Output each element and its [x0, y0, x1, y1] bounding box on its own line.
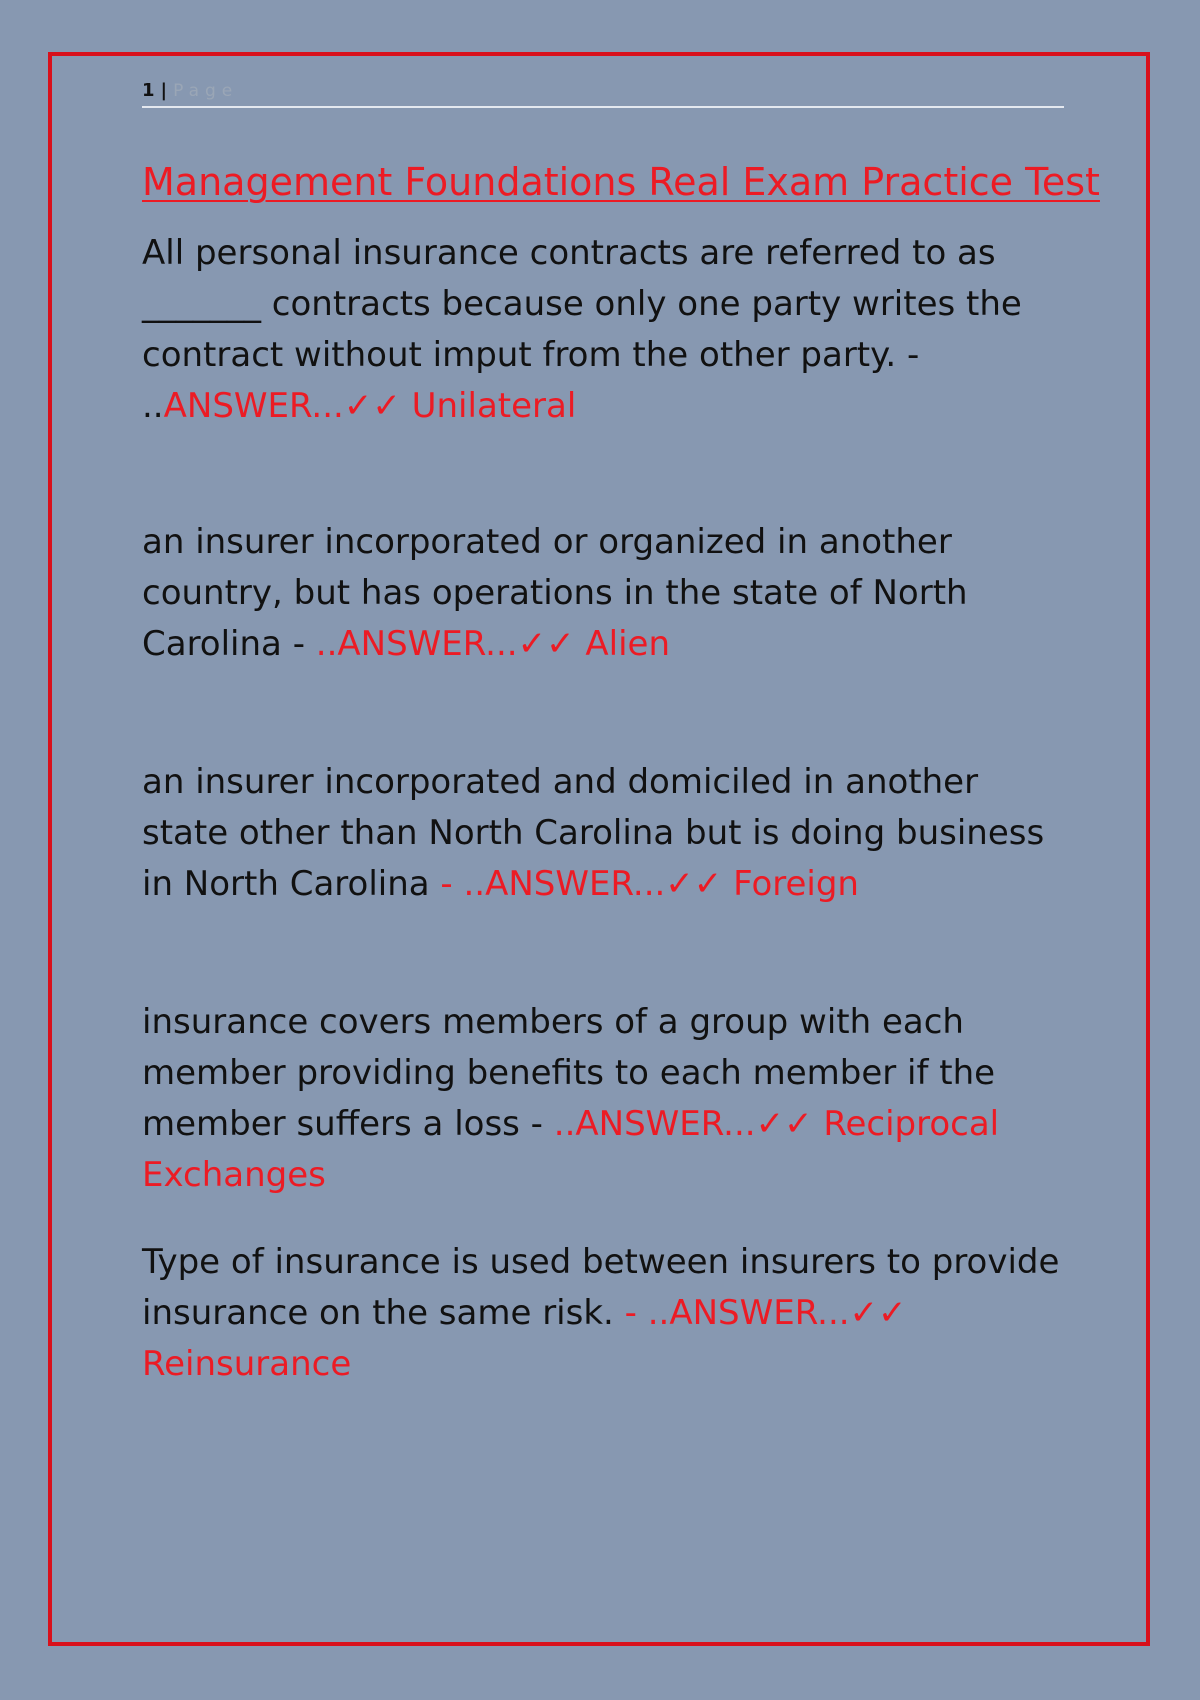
question-text: an insurer incorporated or organized in another country, but has operations in the state of North Carolina -: [142, 522, 968, 664]
answer-marker: ANSWER...✓✓: [163, 386, 412, 426]
page-header: [142, 78, 1064, 108]
answer-marker: ..ANSWER...✓✓: [553, 1104, 824, 1144]
question-text: insurance covers members of a group with each member providing benefits to each member if the member suffers a loss -: [142, 1002, 996, 1144]
answer-prefix: ..: [142, 386, 164, 426]
question-item-4: [142, 997, 1072, 1201]
answer-text: Alien: [585, 624, 671, 664]
answer-marker: - ..ANSWER...✓✓: [624, 1293, 907, 1333]
answer-text: Foreign: [733, 864, 859, 904]
question-text: All personal insurance contracts are referred to as _______ contracts because only one party writes the contract without imput from the other party. -: [142, 233, 1022, 375]
answer-text: Reinsurance: [142, 1344, 352, 1384]
header-separator: |: [160, 80, 168, 101]
page-number: 1: [142, 80, 155, 101]
document-title: Management Foundations Real Exam Practice Test: [142, 160, 1100, 204]
answer-prefix: [430, 864, 441, 904]
question-item-5: [142, 1237, 1072, 1390]
question-item-2: [142, 517, 1072, 670]
answer-prefix: [614, 1293, 625, 1333]
question-text: Type of insurance is used between insurers to provide insurance on the same risk.: [142, 1242, 1060, 1333]
answer-marker: ..ANSWER...✓✓: [315, 624, 586, 664]
answer-marker: - ..ANSWER...✓✓: [440, 864, 734, 904]
question-text: an insurer incorporated and domiciled in another state other than North Carolina but is doing business in North Carolina: [142, 762, 1045, 904]
answer-prefix: [305, 624, 316, 664]
question-item-3: [142, 757, 1072, 910]
question-item-1: [142, 228, 1072, 432]
answer-text: Reciprocal Exchanges: [142, 1104, 1000, 1195]
page-word: Page: [173, 81, 239, 101]
answer-text: Unilateral: [411, 386, 577, 426]
